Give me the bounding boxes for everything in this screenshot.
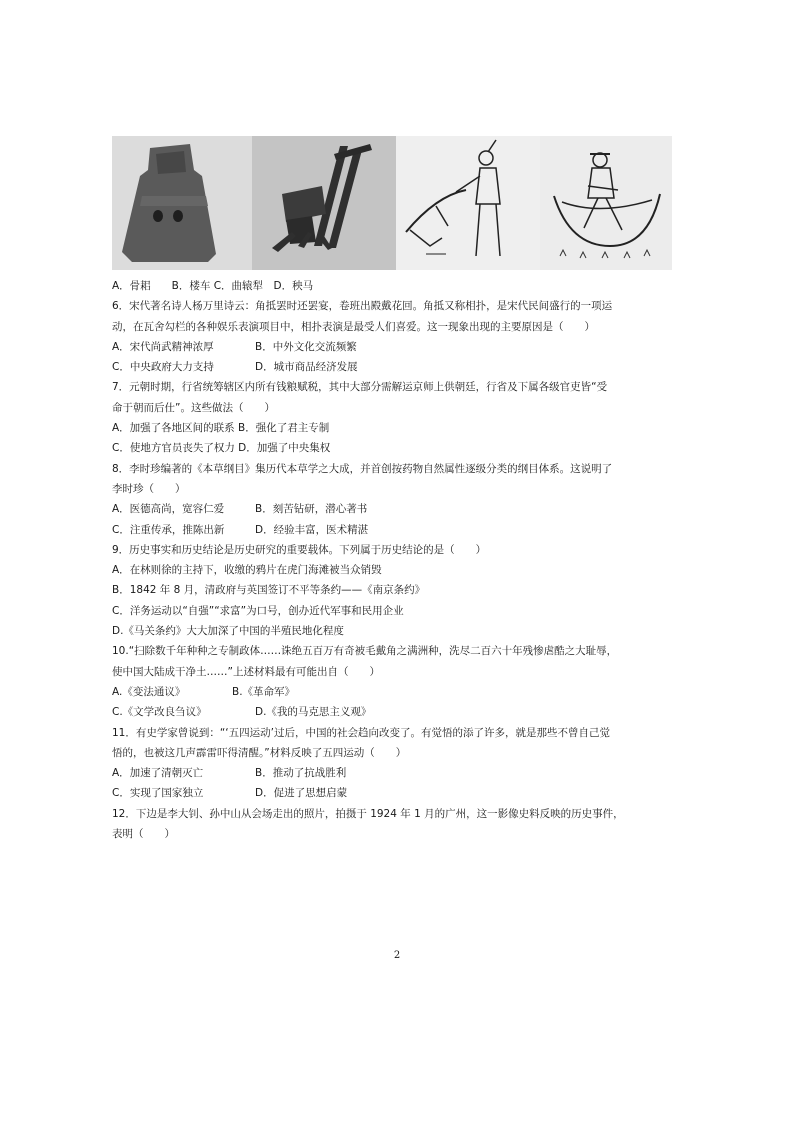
q11-options-row-2 [112,783,680,803]
q11-options-row-1 [112,763,680,783]
q11-option-c: C．实现了国家独立 [112,787,204,800]
q12-stem-line-1: 12．下边是李大钊、孙中山从会场走出的照片，拍摄于 1924 年 1 月的广州，这一影像史料反映的历史事件， [112,807,624,820]
q8-stem-line-2: 李时珍（ ） [112,482,186,495]
q8-option-c: C．注重传承，推陈出新 [112,523,225,536]
q6-option-d: D．城市商品经济发展 [255,361,358,374]
q10-option-c: C.《文学改良刍议》 [112,706,207,719]
q7-options-row-1: A．加强了各地区间的联系 B．强化了君主专制 [112,422,330,435]
q11-stem-line-2: 悟的，也被这几声霹雷吓得清醒。”材料反映了五四运动（ ） [112,746,407,759]
q10-option-b: B.《革命军》 [232,685,296,698]
q9-option-a: A．在林则徐的主持下，收缴的鸦片在虎门海滩被当众销毁 [112,564,382,577]
q9-option-d: D.《马关条约》大大加深了中国的半殖民地化程度 [112,625,344,638]
q11-stem-line-1: 11．有史学家曾说到：“‘五四运动’过后，中国的社会趋向改变了。有觉悟的添了许多，就是那些不曾自己觉 [112,726,610,739]
q9-stem-line-1: 9．历史事实和历史结论是历史研究的重要载体。下列属于历史结论的是（ ） [112,543,487,556]
q8-option-a: A．医德高尚，宽容仁爱 [112,503,225,516]
q7-stem-line-2: 命于朝而后仕”。这些做法（ ） [112,401,275,414]
q8-options-row-2 [112,520,680,540]
q9-option-c: C．洋务运动以“自强”“求富”为口号，创办近代军事和民用企业 [112,604,404,617]
q8-option-b: B．刻苦钻研，潜心著书 [255,503,368,516]
plough-drawing [396,136,540,270]
q12-stem-line-2: 表明（ ） [112,828,175,841]
bone-spade-photo [112,136,252,270]
q8-options-row-1 [112,499,680,519]
q10-options-row-1 [112,682,680,702]
q11-option-a: A．加速了清朝灭亡 [112,767,204,780]
q6-option-c: C．中央政府大力支持 [112,361,214,374]
sower-photo [252,136,396,270]
q6-option-a: A．宋代尚武精神浓厚 [112,340,214,353]
question-content [112,276,680,844]
q6-options-row-2 [112,357,680,377]
q10-option-d: D.《我的马克思主义观》 [255,706,372,719]
q7-options-row-2: C．使地方官员丧失了权力 D．加强了中央集权 [112,442,331,455]
q10-option-a: A.《变法通议》 [112,685,186,698]
q8-stem-line-1: 8．李时珍编著的《本草纲目》集历代本草学之大成，并首创按药物自然属性逐级分类的纲目体系。这说明了 [112,462,613,475]
q7-stem-line-1: 7．元朝时期，行省统筹辖区内所有钱粮赋税，其中大部分需解运京师上供朝廷，行省及下属各级官吏皆“受 [112,381,608,394]
page-number: 2 [393,950,401,961]
q5-options: A．骨耜 B．楼车 C．曲辕犁 D．秧马 [112,280,314,292]
q5-image-strip [112,136,672,270]
q10-options-row-2 [112,702,680,722]
q6-stem-line-2: 动，在瓦舍勾栏的各种娱乐表演项目中，相扑表演是最受人们喜爱。这一现象出现的主要原因是（ ） [112,320,595,333]
q8-option-d: D．经验丰富，医术精湛 [255,523,369,536]
q9-option-b: B．1842 年 8 月，清政府与英国签订不平等条约——《南京条约》 [112,584,426,597]
rice-seedling-horse-drawing [540,136,672,270]
q11-option-b: B．推动了抗战胜利 [255,767,347,780]
q6-options-row-1 [112,337,680,357]
q10-stem-line-1: 10.“扫除数千年种种之专制政体……诛绝五百万有奇被毛戴角之满洲种，洗尽二百六十年残惨虐酷之大耻辱， [112,645,618,658]
q11-option-d: D．促进了思想启蒙 [255,787,348,800]
q10-stem-line-2: 使中国大陆成干净土……”上述材料最有可能出自（ ） [112,665,380,678]
q6-stem-line-1: 6．宋代著名诗人杨万里诗云：角抵罢时还罢宴，卷班出殿戴花回。角抵又称相扑，是宋代民间盛行的一项运 [112,300,613,313]
q6-option-b: B．中外文化交流频繁 [255,340,357,353]
